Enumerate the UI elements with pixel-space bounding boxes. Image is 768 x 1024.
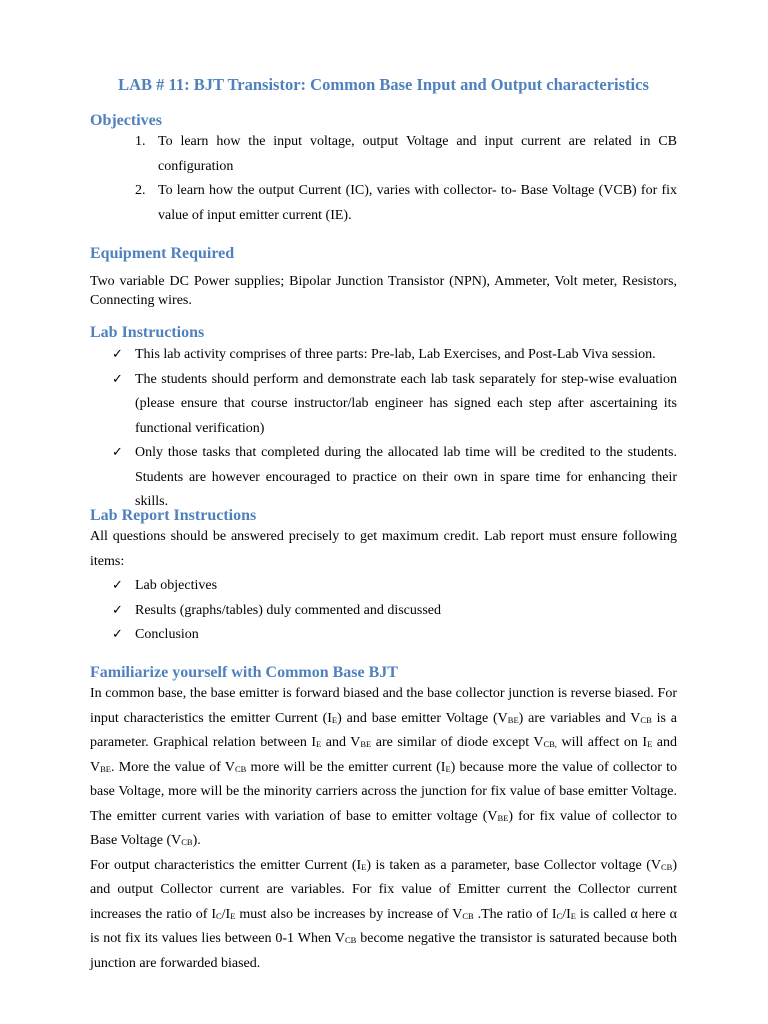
- equipment-heading: Equipment Required: [90, 245, 235, 262]
- check-icon: ✓: [112, 445, 123, 460]
- page-title: LAB # 11: BJT Transistor: Common Base Input and Output characteristics: [118, 75, 649, 94]
- check-icon: ✓: [112, 371, 123, 387]
- lab-instructions-list: [90, 343, 677, 515]
- report-heading: Lab Report Instructions: [90, 507, 257, 524]
- list-item: 2. To learn how the output Current (IC), varies with collector- to- Base Voltage (VCB) for fix value of input emitter current (IE).: [135, 183, 677, 223]
- paragraph-input-characteristics: In common base, the base emitter is forward biased and the base collector junction is reverse biased. For input characteristics the emitter Current $(I_E)$ and base emitter Voltage $(V_{BE})$ are variables and $V_{CB}$ is a parameter. Graphical relation between $I_E$ and $V_{BE}$ are similar of diode except $V_{CB,}$ will affect on $I_E$ and $V_{BE}$. More the value of $V_{CB}$ more will be the emitter current $(I_E)$ because more the value of collector to base Voltage, more will be the minority carriers across the junction for fix value of base emitter Voltage. The emitter current varies with variation of base to emitter voltage $(V_{BE})$ for fix value of collector to Base Voltage $(V_{CB})$.: [90, 686, 678, 848]
- list-item: ✓ This lab activity comprises of three parts: Pre-lab, Lab Exercises, and Post-Lab Viva session.: [90, 343, 677, 368]
- familiarize-heading: Familiarize yourself with Common Base BJT: [90, 664, 398, 681]
- list-item: ✓ Lab objectives: [90, 574, 677, 599]
- objectives-list: [90, 130, 677, 228]
- list-item: ✓ Only those tasks that completed during the allocated lab time will be credited to the students. Students are however encouraged to practice on their own in spare time for enhancing their skills.: [90, 441, 677, 515]
- list-item: ✓ Conclusion: [90, 623, 677, 648]
- check-icon: ✓: [112, 578, 123, 593]
- list-item: 1. To learn how the input voltage, output Voltage and input current are related in CB configuration: [135, 134, 677, 174]
- check-icon: ✓: [112, 602, 123, 618]
- report-intro: All questions should be answered precisely to get maximum credit. Lab report must ensure following items:: [90, 529, 677, 569]
- lab-instructions-heading: Lab Instructions: [90, 324, 205, 341]
- check-icon: ✓: [112, 627, 123, 642]
- objectives-heading: Objectives: [90, 112, 162, 129]
- report-items-list: [90, 574, 677, 648]
- list-item: ✓ Results (graphs/tables) duly commented and discussed: [90, 599, 677, 624]
- familiarize-body: [90, 682, 677, 976]
- check-icon: ✓: [112, 347, 123, 362]
- list-item: ✓ The students should perform and demonstrate each lab task separately for step-wise evaluation (please ensure that course instructor/lab engineer has signed each step after ascertaining its functional verification): [90, 368, 677, 442]
- paragraph-output-characteristics: For output characteristics the emitter Current $(I_E)$ is taken as a parameter, base Collector voltage $(V_{CB})$ and output Collector current are variables. For fix value of Emitter current the Collector current increases the ratio of $I_C/I_E$ must also be increases by increase of $V_{CB}$ .The ratio of $I_C/I_E$ is called α here α is not fix its values lies between 0-1 When $V_{CB}$ become negative the transistor is saturated because both junction are forwarded biased.: [90, 857, 677, 971]
- equipment-text: Two variable DC Power supplies; Bipolar Junction Transistor (NPN), Ammeter, Volt meter, Resistors, Connecting wires.: [90, 274, 677, 308]
